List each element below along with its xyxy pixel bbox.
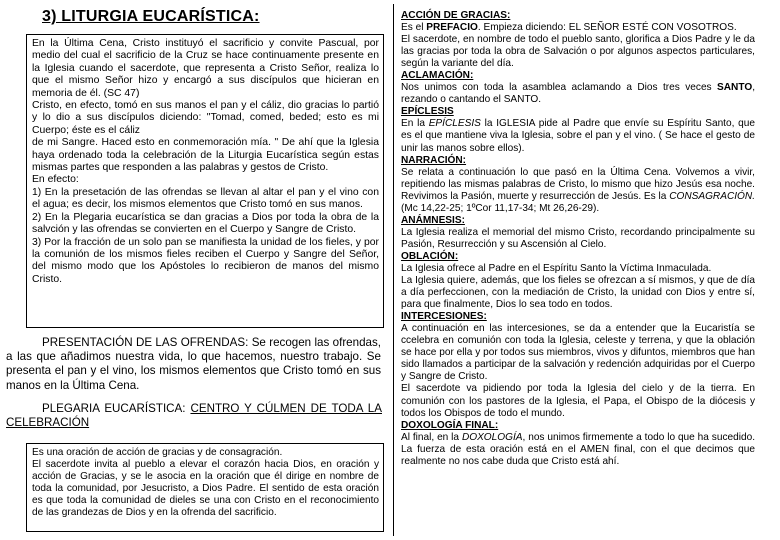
intro-paragraph: 3) Por la fracción de un solo pan se manifiesta la unidad de los fieles, y por la comunión de los mismos fieles reciben el Cuerpo y Sangre del Señor, del mismo modo que los Apóstoles lo recibieron de manos del mismo Cristo. <box>32 236 379 285</box>
aclamacion-paragraph: Nos unimos con toda la asamblea aclamando a Dios tres veces SANTO, rezando o cantando el SANTO. <box>401 82 755 106</box>
anamnesis-heading: ANÁMNESIS: <box>401 214 465 226</box>
oblacion-paragraph: La Iglesia ofrece al Padre en el Espíritu Santo la Víctima Inmaculada. <box>401 262 712 274</box>
column-divider <box>393 4 394 536</box>
intro-paragraph: de mi Sangre. Haced esto en conmemoración mía. " De ahí que la Iglesia haya ordenado toda la celebración de la Liturgia Eucarística según estas mismas partes que responden a las palabras y gestos de Cristo. <box>32 137 379 174</box>
epiclesis-heading: EPÍCLESIS <box>401 106 454 118</box>
oblacion-paragraph: La Iglesia quiere, además, que los fieles se ofrezcan a sí mismos, y que de día a día perfeccionen, con la mediación de Cristo, la unidad con Dios y entre sí, para que finalmente, Dios lo sea todo en todos. <box>401 275 755 311</box>
intro-paragraph: En la Última Cena, Cristo instituyó el sacrificio y convite Pascual, por medio del cual el sacrificio de la Cruz se hace continuamente presente en la Iglesia cuando el sacerdote, que representa a Cristo Señor, realiza lo que el mismo Señor hizo y encargó a sus discípulos que hicieran en memoria de él. (SC 47) <box>32 38 379 99</box>
plegaria-box <box>26 443 384 532</box>
page-title: 3) LITURGIA EUCARÍSTICA: <box>42 8 260 25</box>
plegaria-lead: PLEGARIA EUCARÍSTICA: <box>42 402 191 415</box>
intro-box <box>26 34 384 328</box>
intro-paragraph: 2) En la Plegaria eucarística se dan gracias a Dios por toda la obra de la salvción y las ofrendas se convierten en el Cuerpo y Sangre de Cristo. <box>32 211 379 236</box>
narracion-heading: NARRACIÓN: <box>401 154 467 166</box>
anamnesis-paragraph: La Iglesia realiza el memorial del mismo Cristo, recordando principalmente su Pasión, Resurrección y su Ascensión al Cielo. <box>401 226 755 250</box>
accion-paragraph: Es el PREFACIO. Empieza diciendo: EL SEÑOR ESTÉ CON VOSOTROS. <box>401 22 737 34</box>
aclamacion-heading: ACLAMACIÓN: <box>401 70 474 82</box>
plegaria-box-paragraph: El sacerdote invita al pueblo a elevar el corazón hacia Dios, en oración y acción de Gracias, y se le asocia en la oración que él dirige en nombre de toda la comunidad, por Jesucristo, a Dios Padre. El sentido de esta oración es que toda la comunidad de dieles se una con Cristo en el reconocimiento de las grandezas de Dios y en la ofrenda del sacrificio. <box>32 459 379 519</box>
doxologia-heading: DOXOLOGÍA FINAL: <box>401 419 499 431</box>
accion-heading: ACCIÓN DE GRACIAS: <box>401 10 511 21</box>
narracion-paragraph: Se relata a continuación lo que pasó en la Última Cena. Volvemos a vivir, repitiendo las mismas palabras de Cristo, lo mismo que hizo Jesús esa noche. Revivimos la Pasión, muerte y resurrección de Jesús. Es la CONSAGRACIÓN. (Mc 14,22-25; 1ºCor 11,17-34; Mt 26,26-29). <box>401 166 755 214</box>
plegaria-subtitle: CENTRO Y CÚLMEN DE TODA LA CELEBRACIÓN <box>6 402 382 430</box>
intercesiones-paragraph: El sacerdote va pidiendo por toda la Iglesia del cielo y de la tierra. En comunión con los pastores de la Iglesia, el Papa, el Obispo de la diócesis y todos los Obispos de todo el mundo. <box>401 383 755 419</box>
right-column <box>401 10 755 468</box>
presentacion-paragraph: PRESENTACIÓN DE LAS OFRENDAS: Se recogen las ofrendas, a las que añadimos nuestra vida, lo que hacemos, nuestro trabajo. Se presenta el pan y el vino, los mismos elementos que Cristo tomó en sus manos en la Última Cena. <box>6 336 381 392</box>
doxologia-paragraph: Al final, en la DOXOLOGÍA, nos unimos firmemente a todo lo que ha sucedido. La fuerza de esta oración está en el AMEN final, con el que decimos que realmente no nos cabe duda que Cristo está ahí. <box>401 431 755 467</box>
intercesiones-heading: INTERCESIONES: <box>401 311 487 323</box>
intercesiones-paragraph: A continuación en las intercesiones, se da a entender que la Eucaristía se ccelebra en comunión con toda la Iglesia, celeste y terrena, y que la oblación se hace por ella y por todos sus miembros, vivos y difuntos, miembros que han sido llamados a participar de la salvación y redención adquiridas por el Cuerpo y Sangre de Cristo. <box>401 323 755 383</box>
plegaria-box-paragraph: Es una oración de acción de gracias y de consagración. <box>32 447 283 458</box>
intro-paragraph: 1) En la presetación de las ofrendas se llevan al altar el pan y el vino con el agua; es decir, los mismos elementos que Cristo tomó en sus manos. <box>32 186 379 211</box>
intro-paragraph: Cristo, en efecto, tomó en sus manos el pan y el cáliz, dio gracias lo partió y lo dio a sus discípulos diciendo: "Tomad, comed, beded; esto es mi Cuerpo; éste es el cáliz <box>32 100 379 136</box>
intro-paragraph: En efecto: <box>32 174 79 186</box>
plegaria-heading <box>6 402 382 430</box>
oblacion-heading: OBLACIÓN: <box>401 250 459 262</box>
accion-paragraph: El sacerdote, en nombre de todo el pueblo santo, glorifica a Dios Padre y le da las gracias por toda la obra de Salvación o por algunos aspectos particulares, según la variante del día. <box>401 34 755 70</box>
epiclesis-paragraph: En la EPÍCLESIS la IGLESIA pide al Padre que envíe su Espíritu Santo, que es el que mantiene viva la Iglesia, sobre el pan y el vino. ( Se hace el gesto de unir las manos sobre ellos). <box>401 118 755 154</box>
